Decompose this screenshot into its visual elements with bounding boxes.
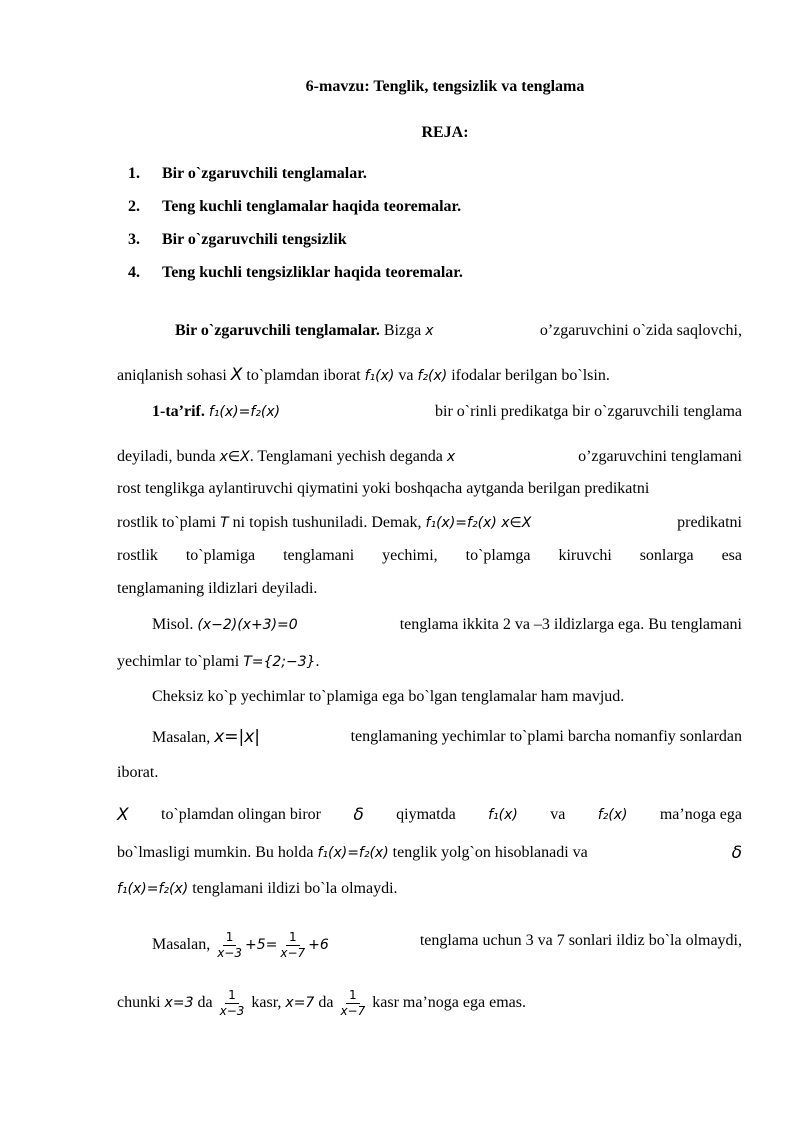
paragraph-line: f₁(x)=f₂(x) tenglamani ildizi bo`la olmaydi.: [117, 880, 398, 897]
plan-item: 1. Bir o`zgaruvchili tenglamalar.: [128, 165, 367, 182]
example-line: Misol. (x−2)(x+3)=0 tenglama ikkita 2 va –3 ildizlarga ega. Bu tenglamani: [152, 616, 742, 633]
definition-line: rostlik to`plamiga tenglamani yechimi, to`plamga kiruvchi sonlarga esa: [117, 547, 742, 564]
definition-line: rost tenglikga aylantiruvchi qiymatini yoki boshqacha aytganda berilgan predikatni: [117, 480, 650, 497]
example-line: iborat.: [117, 764, 159, 781]
definition-line: deyiladi, bunda x∈X. Tenglamani yechish deganda x o’zgaruvchini tenglamani: [117, 448, 742, 465]
paragraph-line: aniqlanish sohasi X to`plamdan iborat f₁(x) va f₂(x) ifodalar berilgan bo`lsin.: [117, 365, 610, 385]
paragraph-line: Bir o`zgaruvchili tenglamalar. Bizga x o’zgaruvchini o`zida saqlovchi,: [175, 322, 742, 339]
fraction: $\frac{1}{x-7}$: [340, 988, 366, 1018]
page-title: 6-mavzu: Tenglik, tengsizlik va tenglama: [305, 78, 585, 95]
paragraph-line: X to`plamdan olingan biror δ qiymatda f₁(x) va f₂(x) ma’noga ega: [117, 805, 742, 825]
fraction: $\frac{1}{x-3}$: [219, 988, 245, 1018]
plan-item: 3. Bir o`zgaruvchili tengsizlik: [128, 231, 347, 248]
paragraph-line: Cheksiz ko`p yechimlar to`plamiga ega bo`lgan tenglamalar ham mavjud.: [152, 688, 625, 705]
plan-list: [128, 162, 463, 294]
example-line: chunki x=3 da $\frac{1}{x-3}$ kasr, x=7 da $\frac{1}{x-7}$ kasr ma’noga ega emas.: [117, 988, 526, 1018]
fraction: $\frac{1}{x-3}$: [217, 930, 242, 960]
definition-line: rostlik to`plami T ni topish tushuniladi. Demak, f₁(x)=f₂(x) x∈X predikatni: [117, 514, 742, 531]
definition-line: 1-ta’rif. f₁(x)=f₂(x) bir o`rinli predikatga bir o`zgaruvchili tenglama: [152, 403, 742, 420]
fraction: $\frac{1}{x-7}$: [280, 930, 306, 960]
definition-line: tenglamaning ildizlari deyiladi.: [117, 580, 318, 597]
paragraph-line: bo`lmasligi mumkin. Bu holda f₁(x)=f₂(x) tenglik yolg`on hisoblanadi va δ: [117, 843, 742, 863]
example-line: Masalan, $\frac{1}{x-3}$ +5= $\frac{1}{x-7}$ +6 tenglama uchun 3 va 7 sonlari ildiz bo`la olmaydi,: [152, 930, 742, 960]
example-line: Masalan, x=|x| tenglamaning yechimlar to`plami barcha nomanfiy sonlardan: [152, 727, 742, 747]
plan-item: 4. Teng kuchli tengsizliklar haqida teoremalar.: [128, 264, 463, 281]
plan-heading: REJA:: [421, 124, 469, 141]
plan-item: 2. Teng kuchli tenglamalar haqida teoremalar.: [128, 198, 462, 215]
example-line: yechimlar to`plami T={2;−3}.: [117, 653, 320, 670]
